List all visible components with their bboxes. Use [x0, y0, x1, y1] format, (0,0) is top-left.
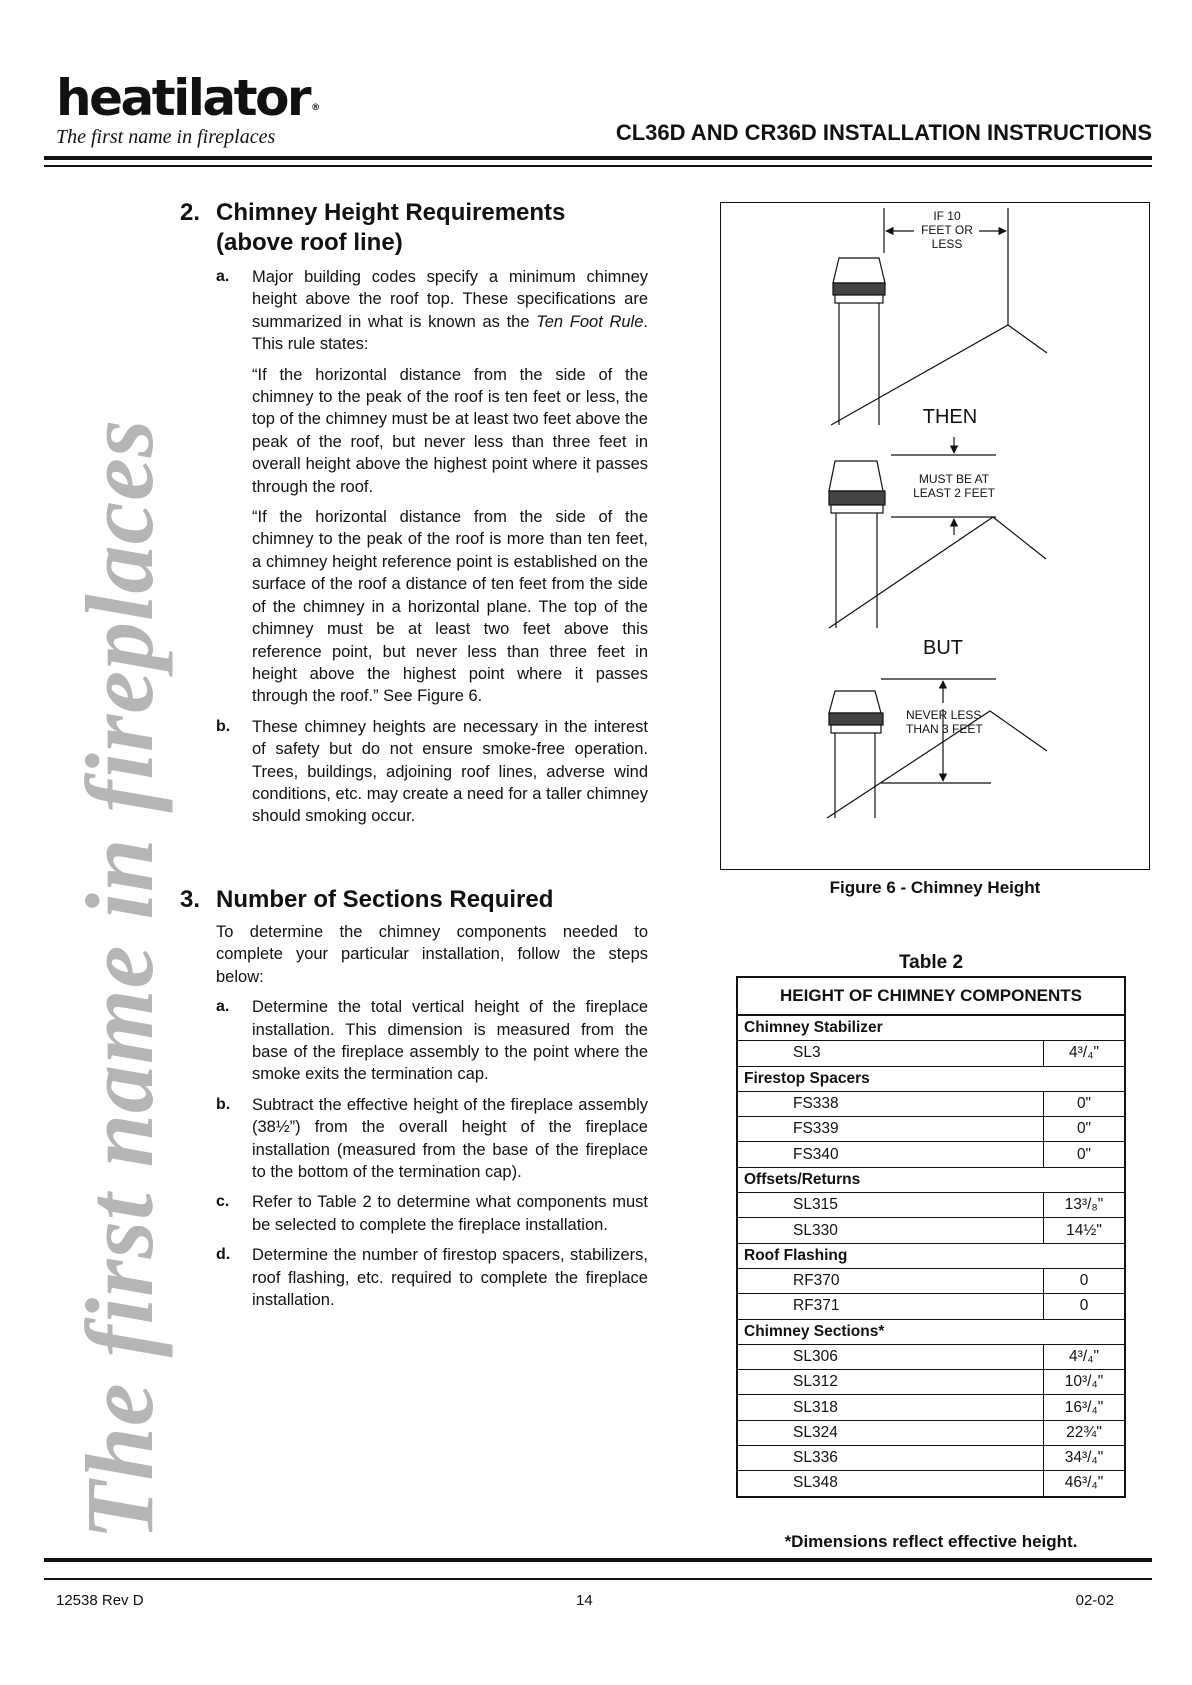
label-if10-1: IF 10 — [933, 209, 961, 223]
component-name: SL312 — [737, 1370, 1044, 1395]
table-group-row — [737, 1066, 1125, 1091]
table-row — [737, 1193, 1125, 1218]
table-group-row — [737, 1243, 1125, 1268]
component-name: SL318 — [737, 1395, 1044, 1420]
component-name: SL330 — [737, 1218, 1044, 1243]
item-b-text: These chimney heights are necessary in the interest of safety but do not ensure smoke-free operation. Trees, buildings, adjoining roof lines, adverse wind conditions, etc. may create a need for a taller chimney should smoking occur. — [252, 717, 648, 826]
item-label: a. — [216, 998, 230, 1016]
group-chimney-sections: Chimney Sections* — [737, 1319, 1125, 1344]
table-row — [737, 1471, 1125, 1497]
ten-foot-rule-quote-2: “If the horizontal distance from the side of the chimney to the peak of the roof is more than ten feet, a chimney height reference point is established on the surface of the roof a distance of ten feet from the side of the chimney in a horizontal plane. The top of the chimney must be at least two feet above this reference point, but never less than three feet in height above the highest point where it passes through the roof.” See Figure 6. — [252, 508, 648, 706]
component-height: 14½" — [1044, 1218, 1126, 1243]
figure-6-box — [720, 202, 1150, 870]
component-height: 10³/₄" — [1044, 1370, 1126, 1395]
header-rule-thick — [44, 156, 1152, 160]
label-if10-2: FEET OR — [921, 223, 973, 237]
item-label: c. — [216, 1193, 230, 1211]
logo-text: heatilator — [56, 69, 310, 127]
table-row — [737, 1268, 1125, 1293]
component-height: 4³/₄" — [1044, 1344, 1126, 1369]
component-height: 0 — [1044, 1268, 1126, 1293]
component-name: RF370 — [737, 1268, 1044, 1293]
table-row — [737, 1294, 1125, 1319]
table-row — [737, 1091, 1125, 1116]
table-2-title: Table 2 — [898, 952, 964, 973]
table-header: HEIGHT OF CHIMNEY COMPONENTS — [737, 977, 1125, 1015]
ten-foot-rule-quote-1: “If the horizontal distance from the side of the chimney to the peak of the roof is ten feet or less, the top of the chimney must be at least two feet above the peak of the roof, but never less than three feet in overall height above the highest point where it passes through the roof. — [252, 365, 648, 496]
table-group-row — [737, 1167, 1125, 1192]
section-chimney-height — [180, 198, 648, 828]
component-name: FS339 — [737, 1117, 1044, 1142]
component-name: SL336 — [737, 1446, 1044, 1471]
component-height: 0" — [1044, 1117, 1126, 1142]
label-if10-3: LESS — [931, 237, 963, 251]
section-2-title: Chimney Height Requirements (above roof line) — [216, 199, 566, 256]
logo-registered-mark: ® — [311, 103, 321, 113]
item-a-text-2: . This rule states: — [252, 312, 648, 354]
footer-doc-number: 12538 Rev D — [56, 1592, 144, 1609]
component-height: 4³/₄" — [1044, 1041, 1126, 1066]
logo-tagline: The first name in fireplaces — [56, 126, 276, 148]
table-row — [737, 1117, 1125, 1142]
footer-rule-thick — [44, 1558, 1152, 1562]
table-row — [737, 1420, 1125, 1445]
item-label: b. — [216, 717, 231, 735]
component-name: SL324 — [737, 1420, 1044, 1445]
label-must-2: LEAST 2 FEET — [913, 486, 995, 500]
component-height: 0 — [1044, 1294, 1126, 1319]
item-text: Determine the total vertical height of the fireplace installation. This dimension is measured from the base of the fireplace assembly to the point where the smoke exits the termination cap. — [252, 998, 648, 1084]
item-text: Determine the number of firestop spacers, stabilizers, roof flashing, etc. required to complete the fireplace installation. — [252, 1246, 648, 1310]
section-2-item-a — [180, 266, 648, 356]
table-row — [737, 1395, 1125, 1420]
footer-page-number: 14 — [576, 1592, 593, 1609]
section-3-item-d — [180, 1244, 648, 1311]
component-name: FS338 — [737, 1091, 1044, 1116]
section-2-number: 2. — [180, 199, 201, 226]
component-name: SL348 — [737, 1471, 1044, 1497]
section-3-number: 3. — [180, 886, 201, 913]
component-height: 13³/₈" — [1044, 1193, 1126, 1218]
group-firestop-spacers: Firestop Spacers — [737, 1066, 1125, 1091]
section-3-item-c — [180, 1191, 648, 1236]
component-height: 46³/₄" — [1044, 1471, 1126, 1497]
section-3-heading — [180, 885, 648, 915]
component-height: 16³/₄" — [1044, 1395, 1126, 1420]
footer-rule-thin — [44, 1578, 1152, 1580]
table-row — [737, 1446, 1125, 1471]
group-roof-flashing: Roof Flashing — [737, 1243, 1125, 1268]
footer-date: 02-02 — [1075, 1592, 1114, 1609]
section-3-item-a — [180, 996, 648, 1086]
table-row — [737, 1142, 1125, 1167]
component-name: SL306 — [737, 1344, 1044, 1369]
table-footnote: *Dimensions reflect effective height. — [784, 1532, 1078, 1551]
item-a-text-italic: Ten Foot Rule — [536, 312, 644, 331]
chimney-diagram-3 — [827, 679, 1047, 818]
figure-6-caption: Figure 6 - Chimney Height — [829, 878, 1041, 897]
section-3-intro: To determine the chimney components needed to complete your particular installation, follow the steps below: — [216, 923, 648, 986]
item-label: d. — [216, 1246, 231, 1264]
component-name: FS340 — [737, 1142, 1044, 1167]
section-3-title: Number of Sections Required — [216, 886, 554, 913]
table-row — [737, 1041, 1125, 1066]
section-2-item-b — [180, 716, 648, 828]
section-number-of-sections — [180, 885, 648, 1312]
table-row — [737, 1218, 1125, 1243]
component-name: SL3 — [737, 1041, 1044, 1066]
label-never-1: NEVER LESS — [906, 708, 982, 722]
component-name: RF371 — [737, 1294, 1044, 1319]
component-height: 0" — [1044, 1142, 1126, 1167]
group-chimney-stabilizer: Chimney Stabilizer — [737, 1015, 1125, 1041]
item-label: b. — [216, 1095, 231, 1113]
item-a-text-1: Major building codes specify a minimum chimney height above the roof top. These specifications are summarized in what is known as the — [252, 268, 648, 331]
table-group-row — [737, 1015, 1125, 1041]
heatilator-logo — [56, 69, 336, 148]
table-group-row — [737, 1319, 1125, 1344]
table-row — [737, 1344, 1125, 1369]
chimney-diagram-2 — [829, 437, 1046, 628]
item-text: Refer to Table 2 to determine what components must be selected to complete the fireplace installation. — [252, 1193, 648, 1234]
tagline-watermark: The first name in fireplaces — [66, 418, 173, 1540]
chimney-height-diagram — [721, 203, 1148, 868]
chimney-components-table — [736, 976, 1126, 1498]
group-offsets-returns: Offsets/Returns — [737, 1167, 1125, 1192]
component-height: 22¾" — [1044, 1420, 1126, 1445]
document-title: CL36D AND CR36D INSTALLATION INSTRUCTIONS — [615, 120, 1152, 145]
component-height: 0" — [1044, 1091, 1126, 1116]
header-rule-thin — [44, 165, 1152, 167]
label-but: BUT — [923, 637, 963, 659]
component-name: SL315 — [737, 1193, 1044, 1218]
label-then: THEN — [922, 406, 978, 428]
item-text: Subtract the effective height of the fireplace assembly (38½”) from the overall height of the fireplace installation (measured from the base of the fireplace to the bottom of the termination cap). — [252, 1095, 648, 1182]
label-never-2: THAN 3 FEET — [906, 722, 983, 736]
section-2-heading — [180, 198, 648, 258]
label-must-1: MUST BE AT — [918, 472, 990, 486]
component-height: 34³/₄" — [1044, 1446, 1126, 1471]
section-3-item-b — [180, 1094, 648, 1184]
item-label: a. — [216, 268, 230, 285]
table-row — [737, 1370, 1125, 1395]
